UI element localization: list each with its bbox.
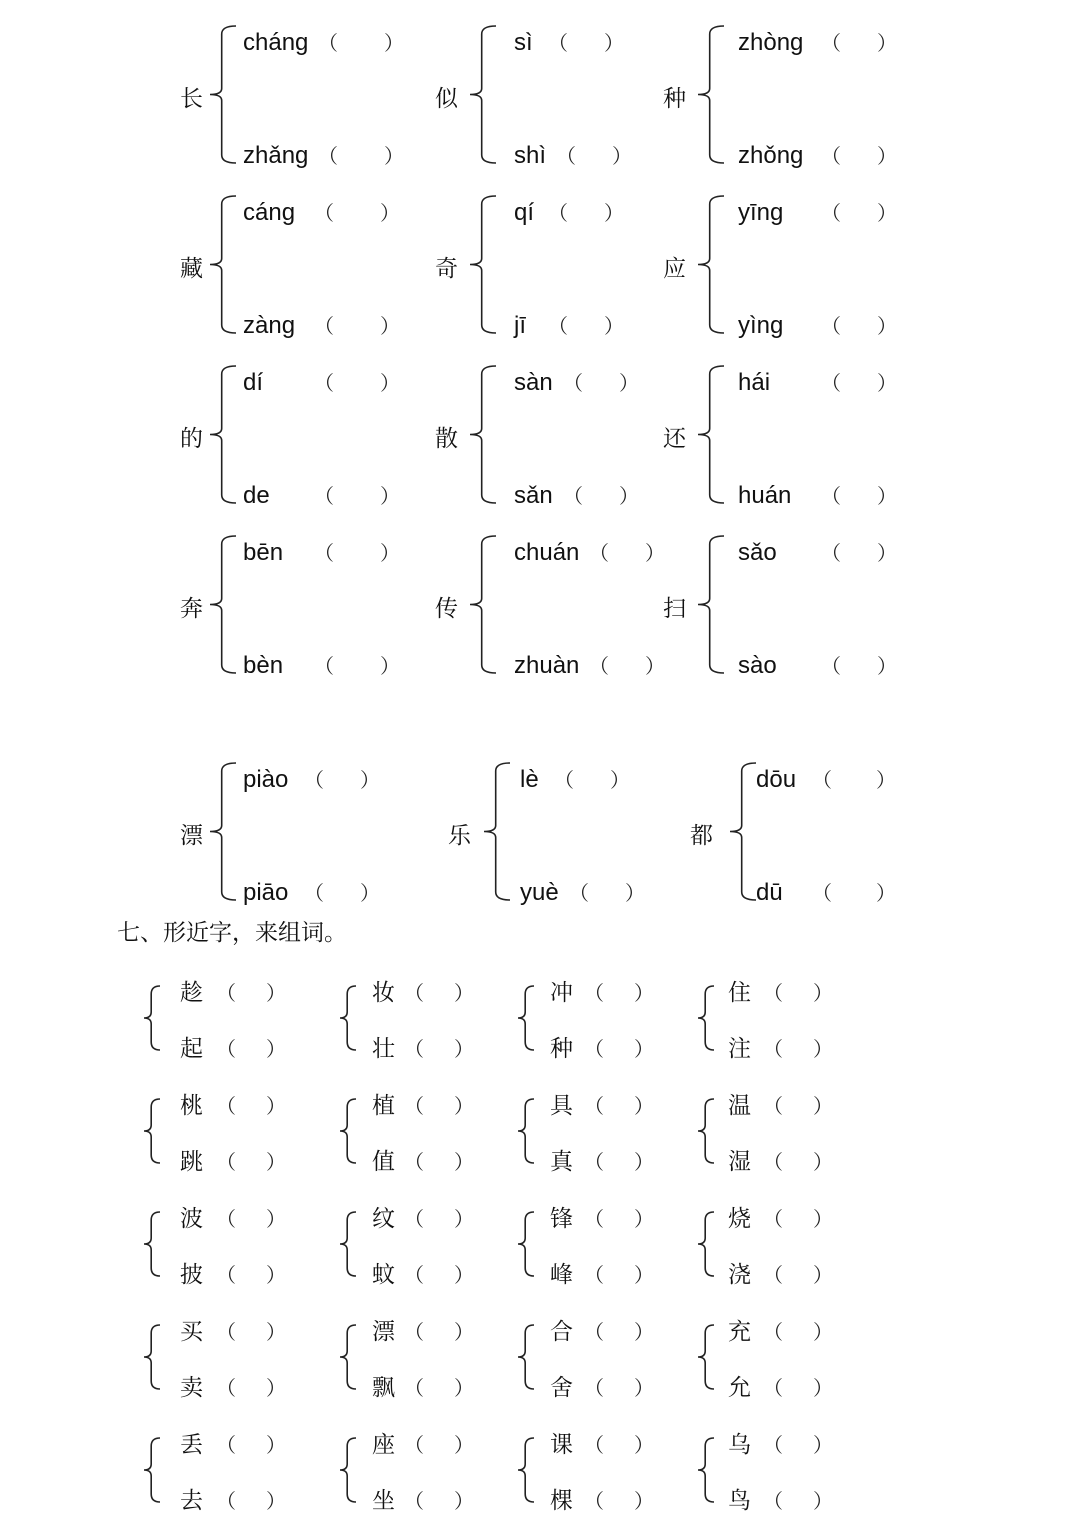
brace — [142, 1436, 162, 1504]
brace — [516, 984, 536, 1052]
pinyin-bottom: piāo — [243, 879, 289, 906]
paren-close: ） — [610, 768, 630, 792]
paren-open: （ — [584, 1433, 604, 1457]
char-bottom: 坐 — [372, 1488, 395, 1514]
char-top: 买 — [180, 1319, 203, 1345]
paren-open: （ — [763, 1037, 783, 1061]
pinyin-bottom: sǎn — [514, 482, 553, 509]
paren-open: （ — [404, 1320, 424, 1344]
char-bottom: 浇 — [728, 1262, 751, 1288]
paren-open: （ — [216, 1263, 236, 1287]
paren-close: ） — [266, 1489, 286, 1513]
char-bottom: 披 — [180, 1262, 203, 1288]
brace — [208, 761, 238, 902]
paren-open: （ — [821, 541, 841, 565]
char-bottom: 起 — [180, 1036, 203, 1062]
paren-open: （ — [404, 1376, 424, 1400]
char-top: 烧 — [728, 1206, 751, 1232]
char-top: 丢 — [180, 1432, 203, 1458]
brace — [468, 534, 498, 675]
pinyin-bottom: shì — [514, 142, 547, 169]
paren-close: ） — [876, 881, 896, 905]
paren-close: ） — [266, 1037, 286, 1061]
pinyin-bottom: dū — [756, 879, 783, 906]
paren-open: （ — [216, 1207, 236, 1231]
paren-open: （ — [216, 1433, 236, 1457]
paren-open: （ — [314, 371, 334, 395]
polyphone-char: 散 — [435, 426, 458, 452]
paren-close: ） — [612, 144, 632, 168]
char-bottom: 棵 — [550, 1488, 573, 1514]
paren-close: ） — [645, 541, 665, 565]
paren-close: ） — [813, 981, 833, 1005]
char-bottom: 注 — [728, 1036, 751, 1062]
brace — [208, 534, 238, 675]
paren-open: （ — [821, 371, 841, 395]
brace — [696, 984, 716, 1052]
paren-open: （ — [216, 1489, 236, 1513]
brace — [696, 1210, 716, 1278]
char-top: 波 — [180, 1206, 203, 1232]
paren-close: ） — [634, 1094, 654, 1118]
paren-close: ） — [877, 541, 897, 565]
paren-open: （ — [318, 31, 338, 55]
paren-close: ） — [634, 1376, 654, 1400]
paren-close: ） — [625, 881, 645, 905]
paren-close: ） — [266, 1433, 286, 1457]
paren-close: ） — [266, 981, 286, 1005]
polyphone-char: 都 — [690, 823, 713, 849]
paren-close: ） — [454, 1037, 474, 1061]
char-top: 温 — [728, 1093, 751, 1119]
paren-open: （ — [763, 1433, 783, 1457]
brace — [208, 24, 238, 165]
brace — [728, 761, 758, 902]
brace — [338, 1436, 358, 1504]
paren-close: ） — [813, 1037, 833, 1061]
paren-close: ） — [380, 484, 400, 508]
paren-open: （ — [216, 1320, 236, 1344]
polyphone-char: 传 — [435, 596, 458, 622]
paren-close: ） — [877, 314, 897, 338]
paren-close: ） — [877, 371, 897, 395]
pinyin-top: piào — [243, 766, 289, 793]
paren-close: ） — [619, 484, 639, 508]
paren-open: （ — [554, 768, 574, 792]
pinyin-bottom: sào — [738, 652, 777, 679]
pinyin-top: chuán — [514, 539, 580, 566]
paren-open: （ — [589, 654, 609, 678]
polyphone-char: 应 — [663, 256, 686, 282]
pinyin-bottom: huán — [738, 482, 792, 509]
brace — [696, 1323, 716, 1391]
paren-close: ） — [266, 1094, 286, 1118]
paren-close: ） — [454, 1376, 474, 1400]
paren-close: ） — [877, 201, 897, 225]
pinyin-top: zhòng — [738, 29, 804, 56]
brace — [142, 1323, 162, 1391]
paren-close: ） — [380, 314, 400, 338]
polyphone-char: 种 — [663, 86, 686, 112]
paren-open: （ — [404, 1207, 424, 1231]
polyphone-char: 似 — [435, 86, 458, 112]
paren-open: （ — [548, 31, 568, 55]
brace — [142, 984, 162, 1052]
paren-close: ） — [634, 1263, 654, 1287]
char-top: 锋 — [550, 1206, 573, 1232]
paren-open: （ — [569, 881, 589, 905]
pinyin-top: lè — [520, 766, 539, 793]
char-top: 座 — [372, 1432, 395, 1458]
paren-close: ） — [380, 541, 400, 565]
paren-open: （ — [404, 1150, 424, 1174]
char-top: 充 — [728, 1319, 751, 1345]
polyphone-char: 奔 — [180, 596, 203, 622]
paren-close: ） — [266, 1376, 286, 1400]
paren-open: （ — [216, 1376, 236, 1400]
brace — [696, 1436, 716, 1504]
brace — [338, 1323, 358, 1391]
paren-close: ） — [266, 1320, 286, 1344]
char-top: 桃 — [180, 1093, 203, 1119]
paren-open: （ — [556, 144, 576, 168]
paren-open: （ — [404, 1489, 424, 1513]
paren-close: ） — [645, 654, 665, 678]
paren-open: （ — [216, 1150, 236, 1174]
paren-close: ） — [813, 1433, 833, 1457]
paren-open: （ — [812, 881, 832, 905]
paren-close: ） — [813, 1094, 833, 1118]
paren-close: ） — [454, 1150, 474, 1174]
polyphone-char: 乐 — [448, 823, 471, 849]
paren-open: （ — [589, 541, 609, 565]
paren-open: （ — [304, 768, 324, 792]
pinyin-top: sì — [514, 29, 533, 56]
paren-open: （ — [216, 1094, 236, 1118]
paren-open: （ — [821, 654, 841, 678]
paren-close: ） — [454, 1207, 474, 1231]
char-top: 具 — [550, 1093, 573, 1119]
paren-close: ） — [877, 31, 897, 55]
char-top: 趁 — [180, 980, 203, 1006]
pinyin-bottom: zhǎng — [243, 142, 309, 169]
brace — [468, 24, 498, 165]
char-bottom: 真 — [550, 1149, 573, 1175]
char-bottom: 允 — [728, 1375, 751, 1401]
paren-open: （ — [584, 1037, 604, 1061]
brace — [338, 1097, 358, 1165]
char-bottom: 卖 — [180, 1375, 203, 1401]
paren-close: ） — [813, 1376, 833, 1400]
brace — [696, 194, 726, 335]
paren-open: （ — [763, 1094, 783, 1118]
char-top: 妆 — [372, 980, 395, 1006]
paren-open: （ — [404, 981, 424, 1005]
paren-close: ） — [813, 1489, 833, 1513]
pinyin-bottom: de — [243, 482, 270, 509]
polyphone-char: 的 — [180, 426, 203, 452]
paren-close: ） — [619, 371, 639, 395]
pinyin-top: hái — [738, 369, 771, 396]
char-bottom: 鸟 — [728, 1488, 751, 1514]
char-bottom: 值 — [372, 1149, 395, 1175]
paren-close: ） — [634, 1207, 654, 1231]
brace — [696, 534, 726, 675]
brace — [468, 364, 498, 505]
paren-open: （ — [763, 1489, 783, 1513]
brace — [208, 364, 238, 505]
paren-open: （ — [763, 981, 783, 1005]
paren-close: ） — [604, 31, 624, 55]
paren-close: ） — [634, 1037, 654, 1061]
paren-open: （ — [563, 484, 583, 508]
paren-close: ） — [454, 1320, 474, 1344]
paren-open: （ — [821, 31, 841, 55]
char-top: 乌 — [728, 1432, 751, 1458]
paren-open: （ — [763, 1207, 783, 1231]
brace — [516, 1097, 536, 1165]
paren-open: （ — [584, 1263, 604, 1287]
paren-close: ） — [380, 654, 400, 678]
paren-open: （ — [314, 314, 334, 338]
paren-open: （ — [821, 144, 841, 168]
char-bottom: 峰 — [550, 1262, 573, 1288]
char-top: 冲 — [550, 980, 573, 1006]
paren-open: （ — [821, 314, 841, 338]
brace — [696, 364, 726, 505]
paren-close: ） — [634, 1489, 654, 1513]
brace — [482, 761, 512, 902]
paren-close: ） — [454, 981, 474, 1005]
paren-close: ） — [360, 768, 380, 792]
paren-open: （ — [584, 1207, 604, 1231]
pinyin-top: cháng — [243, 29, 309, 56]
paren-close: ） — [266, 1207, 286, 1231]
paren-close: ） — [604, 314, 624, 338]
paren-close: ） — [384, 144, 404, 168]
pinyin-top: cáng — [243, 199, 296, 226]
paren-close: ） — [813, 1207, 833, 1231]
char-top: 漂 — [372, 1319, 395, 1345]
pinyin-bottom: zàng — [243, 312, 296, 339]
paren-close: ） — [634, 1433, 654, 1457]
paren-open: （ — [314, 484, 334, 508]
pinyin-bottom: yuè — [520, 879, 559, 906]
paren-open: （ — [821, 201, 841, 225]
paren-open: （ — [404, 1263, 424, 1287]
pinyin-bottom: jī — [514, 312, 526, 339]
paren-close: ） — [454, 1263, 474, 1287]
paren-open: （ — [404, 1037, 424, 1061]
paren-close: ） — [877, 144, 897, 168]
char-top: 纹 — [372, 1206, 395, 1232]
char-bottom: 壮 — [372, 1036, 395, 1062]
brace — [208, 194, 238, 335]
polyphone-char: 藏 — [180, 256, 203, 282]
brace — [696, 1097, 716, 1165]
section-7-title: 七、形近字，来组词。 — [117, 920, 347, 946]
paren-open: （ — [216, 1037, 236, 1061]
paren-open: （ — [584, 1489, 604, 1513]
paren-open: （ — [763, 1263, 783, 1287]
paren-open: （ — [314, 654, 334, 678]
char-bottom: 舍 — [550, 1375, 573, 1401]
paren-open: （ — [584, 1320, 604, 1344]
paren-close: ） — [877, 654, 897, 678]
polyphone-char: 长 — [180, 86, 203, 112]
pinyin-top: qí — [514, 199, 535, 226]
paren-close: ） — [360, 881, 380, 905]
paren-close: ） — [266, 1263, 286, 1287]
pinyin-top: sǎo — [738, 539, 777, 566]
paren-open: （ — [404, 1094, 424, 1118]
paren-close: ） — [380, 371, 400, 395]
paren-close: ） — [634, 1320, 654, 1344]
paren-open: （ — [763, 1376, 783, 1400]
brace — [696, 24, 726, 165]
pinyin-bottom: yìng — [738, 312, 784, 339]
paren-close: ） — [634, 1150, 654, 1174]
brace — [516, 1210, 536, 1278]
paren-open: （ — [584, 1376, 604, 1400]
pinyin-top: bēn — [243, 539, 284, 566]
char-bottom: 种 — [550, 1036, 573, 1062]
pinyin-top: sàn — [514, 369, 553, 396]
paren-open: （ — [318, 144, 338, 168]
char-top: 住 — [728, 980, 751, 1006]
char-top: 植 — [372, 1093, 395, 1119]
polyphone-char: 漂 — [180, 823, 203, 849]
paren-close: ） — [877, 484, 897, 508]
paren-open: （ — [548, 201, 568, 225]
pinyin-bottom: bèn — [243, 652, 284, 679]
pinyin-top: dōu — [756, 766, 797, 793]
paren-open: （ — [821, 484, 841, 508]
brace — [142, 1097, 162, 1165]
paren-close: ） — [634, 981, 654, 1005]
polyphone-char: 扫 — [663, 596, 686, 622]
brace — [338, 984, 358, 1052]
pinyin-top: yīng — [738, 199, 784, 226]
paren-open: （ — [763, 1320, 783, 1344]
pinyin-bottom: zhǒng — [738, 142, 804, 169]
paren-close: ） — [813, 1263, 833, 1287]
brace — [142, 1210, 162, 1278]
paren-open: （ — [763, 1150, 783, 1174]
char-bottom: 飘 — [372, 1375, 395, 1401]
polyphone-char: 奇 — [435, 256, 458, 282]
paren-open: （ — [404, 1433, 424, 1457]
paren-close: ） — [380, 201, 400, 225]
paren-open: （ — [314, 541, 334, 565]
brace — [338, 1210, 358, 1278]
polyphone-char: 还 — [663, 426, 686, 452]
brace — [516, 1323, 536, 1391]
paren-open: （ — [314, 201, 334, 225]
paren-close: ） — [384, 31, 404, 55]
char-top: 课 — [550, 1432, 573, 1458]
brace — [468, 194, 498, 335]
char-top: 合 — [550, 1319, 573, 1345]
paren-open: （ — [584, 1150, 604, 1174]
paren-open: （ — [304, 881, 324, 905]
paren-open: （ — [584, 1094, 604, 1118]
char-bottom: 去 — [180, 1488, 203, 1514]
paren-open: （ — [216, 981, 236, 1005]
paren-close: ） — [454, 1094, 474, 1118]
char-bottom: 跳 — [180, 1149, 203, 1175]
paren-close: ） — [813, 1150, 833, 1174]
paren-close: ） — [454, 1433, 474, 1457]
paren-close: ） — [454, 1489, 474, 1513]
pinyin-top: dí — [243, 369, 264, 396]
brace — [516, 1436, 536, 1504]
paren-close: ） — [266, 1150, 286, 1174]
paren-open: （ — [548, 314, 568, 338]
char-bottom: 湿 — [728, 1149, 751, 1175]
paren-open: （ — [584, 981, 604, 1005]
paren-open: （ — [812, 768, 832, 792]
paren-close: ） — [604, 201, 624, 225]
paren-close: ） — [876, 768, 896, 792]
paren-open: （ — [563, 371, 583, 395]
char-bottom: 蚊 — [372, 1262, 395, 1288]
paren-close: ） — [813, 1320, 833, 1344]
pinyin-bottom: zhuàn — [514, 652, 580, 679]
